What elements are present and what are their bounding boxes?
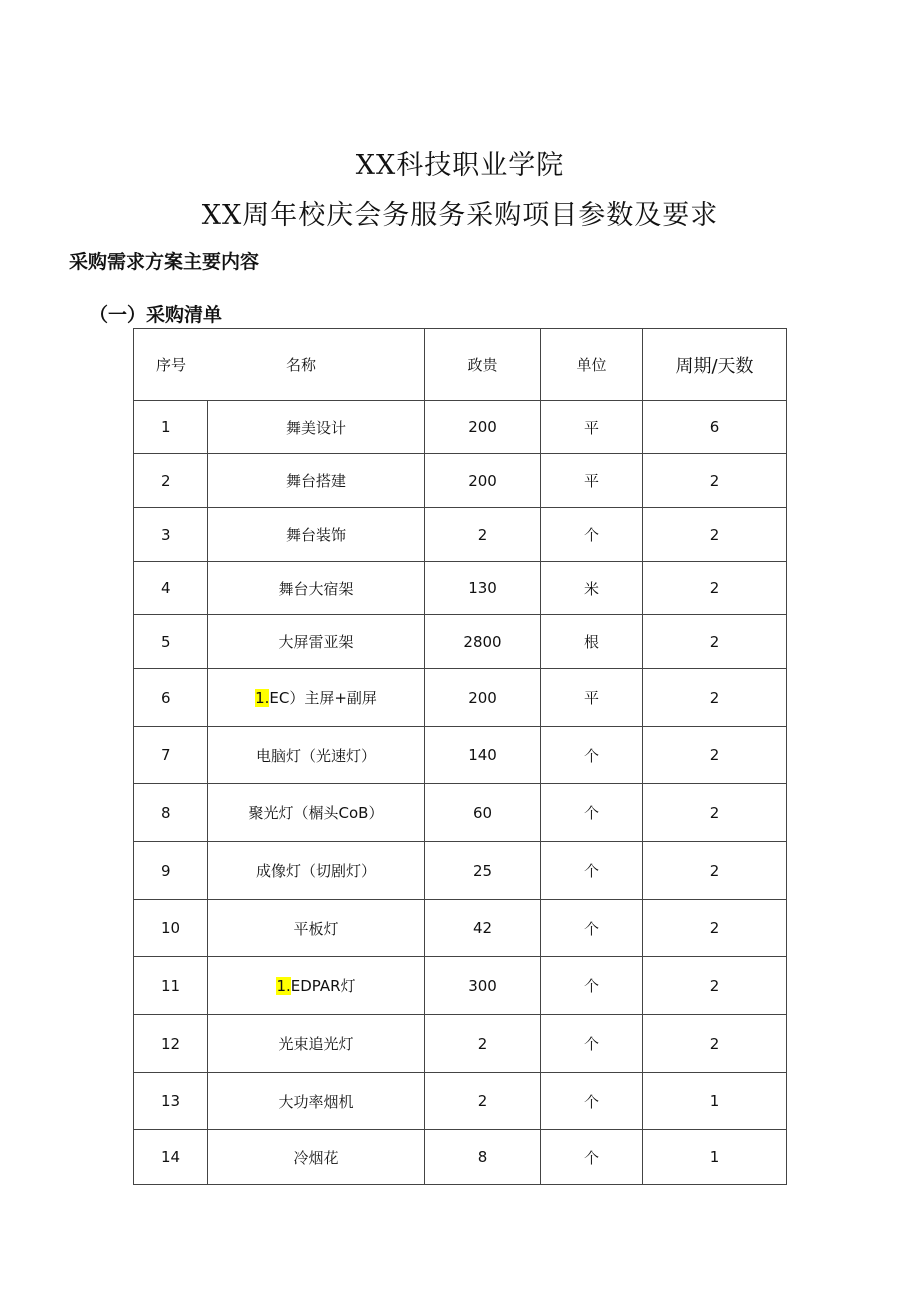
- table-row: [134, 454, 787, 508]
- cell-period: 2: [643, 669, 787, 727]
- cell-period: 6: [643, 401, 787, 454]
- cell-name: 舞台大宿架: [208, 562, 425, 615]
- cell-period: 2: [643, 784, 787, 842]
- cell-seq: 4: [134, 562, 208, 615]
- cell-seq: 3: [134, 508, 208, 562]
- header-period: 周期/天数: [643, 329, 787, 401]
- cell-name: 成像灯（切剧灯）: [208, 842, 425, 900]
- cell-name: 电脑灯（光速灯）: [208, 727, 425, 784]
- cell-name: 舞台装饰: [208, 508, 425, 562]
- table-row: [134, 615, 787, 669]
- table-row: [134, 562, 787, 615]
- cell-name-rest: EDPAR灯: [290, 977, 356, 995]
- table-row: [134, 957, 787, 1015]
- cell-name: 聚光灯（榍头CoB）: [208, 784, 425, 842]
- cell-seq: 2: [134, 454, 208, 508]
- cell-qty: 2: [425, 508, 541, 562]
- subsection-heading: （一）采购清单: [89, 304, 223, 326]
- cell-unit: 米: [541, 562, 643, 615]
- highlighted-text: 1.: [255, 689, 270, 707]
- cell-qty: 8: [425, 1130, 541, 1185]
- cell-qty: 130: [425, 562, 541, 615]
- cell-unit: 个: [541, 1130, 643, 1185]
- cell-unit: 个: [541, 1015, 643, 1073]
- table-row: [134, 1015, 787, 1073]
- header-unit: 单位: [541, 329, 643, 401]
- cell-name: 舞台搭建: [208, 454, 425, 508]
- table-row: [134, 1130, 787, 1185]
- table-row: [134, 1073, 787, 1130]
- cell-name: [208, 669, 425, 727]
- procurement-table: [133, 328, 787, 1185]
- cell-unit: 个: [541, 900, 643, 957]
- cell-name: 大屏雷亚架: [208, 615, 425, 669]
- cell-seq: 1: [134, 401, 208, 454]
- document-title-project: XX周年校庆会务服务采购项目参数及要求: [201, 200, 719, 231]
- cell-seq: 6: [134, 669, 208, 727]
- cell-unit: 个: [541, 727, 643, 784]
- cell-unit: 个: [541, 508, 643, 562]
- cell-unit: 个: [541, 1073, 643, 1130]
- header-seq: 序号: [155, 356, 186, 374]
- cell-seq: 10: [134, 900, 208, 957]
- cell-qty: 200: [425, 454, 541, 508]
- cell-qty: 140: [425, 727, 541, 784]
- cell-name: 平板灯: [208, 900, 425, 957]
- cell-period: 1: [643, 1130, 787, 1185]
- cell-seq: 5: [134, 615, 208, 669]
- header-seq-name-cell: [134, 329, 425, 401]
- cell-seq: 8: [134, 784, 208, 842]
- table-row: [134, 727, 787, 784]
- cell-period: 2: [643, 615, 787, 669]
- cell-qty: 25: [425, 842, 541, 900]
- cell-seq: 14: [134, 1130, 208, 1185]
- cell-unit: 平: [541, 669, 643, 727]
- table-header-row: [134, 329, 787, 401]
- section-heading: 采购需求方案主要内容: [69, 251, 260, 273]
- header-qty: 政贵: [425, 329, 541, 401]
- cell-period: 2: [643, 454, 787, 508]
- table-row: [134, 669, 787, 727]
- table-row: [134, 401, 787, 454]
- cell-seq: 12: [134, 1015, 208, 1073]
- cell-period: 2: [643, 842, 787, 900]
- cell-name: [208, 957, 425, 1015]
- table-row: [134, 900, 787, 957]
- cell-unit: 根: [541, 615, 643, 669]
- cell-qty: 2800: [425, 615, 541, 669]
- cell-name: 光束追光灯: [208, 1015, 425, 1073]
- document-title-institution: XX科技职业学院: [355, 150, 565, 181]
- cell-qty: 42: [425, 900, 541, 957]
- cell-name: 冷烟花: [208, 1130, 425, 1185]
- cell-period: 2: [643, 1015, 787, 1073]
- cell-name-rest: EC）主屏+副屏: [269, 689, 377, 707]
- cell-seq: 7: [134, 727, 208, 784]
- cell-period: 1: [643, 1073, 787, 1130]
- cell-name: 舞美设计: [208, 401, 425, 454]
- cell-name: 大功率烟机: [208, 1073, 425, 1130]
- cell-unit: 平: [541, 454, 643, 508]
- cell-seq: 13: [134, 1073, 208, 1130]
- cell-qty: 2: [425, 1015, 541, 1073]
- cell-seq: 9: [134, 842, 208, 900]
- cell-period: 2: [643, 957, 787, 1015]
- header-name: 名称: [286, 356, 317, 374]
- cell-qty: 60: [425, 784, 541, 842]
- highlighted-text: 1.: [276, 977, 291, 995]
- cell-period: 2: [643, 562, 787, 615]
- table-row: [134, 842, 787, 900]
- cell-period: 2: [643, 508, 787, 562]
- cell-unit: 个: [541, 842, 643, 900]
- table-row: [134, 784, 787, 842]
- cell-unit: 个: [541, 957, 643, 1015]
- cell-period: 2: [643, 727, 787, 784]
- cell-qty: 300: [425, 957, 541, 1015]
- cell-qty: 2: [425, 1073, 541, 1130]
- cell-period: 2: [643, 900, 787, 957]
- cell-seq: 11: [134, 957, 208, 1015]
- cell-unit: 个: [541, 784, 643, 842]
- table-row: [134, 508, 787, 562]
- cell-qty: 200: [425, 401, 541, 454]
- cell-unit: 平: [541, 401, 643, 454]
- cell-qty: 200: [425, 669, 541, 727]
